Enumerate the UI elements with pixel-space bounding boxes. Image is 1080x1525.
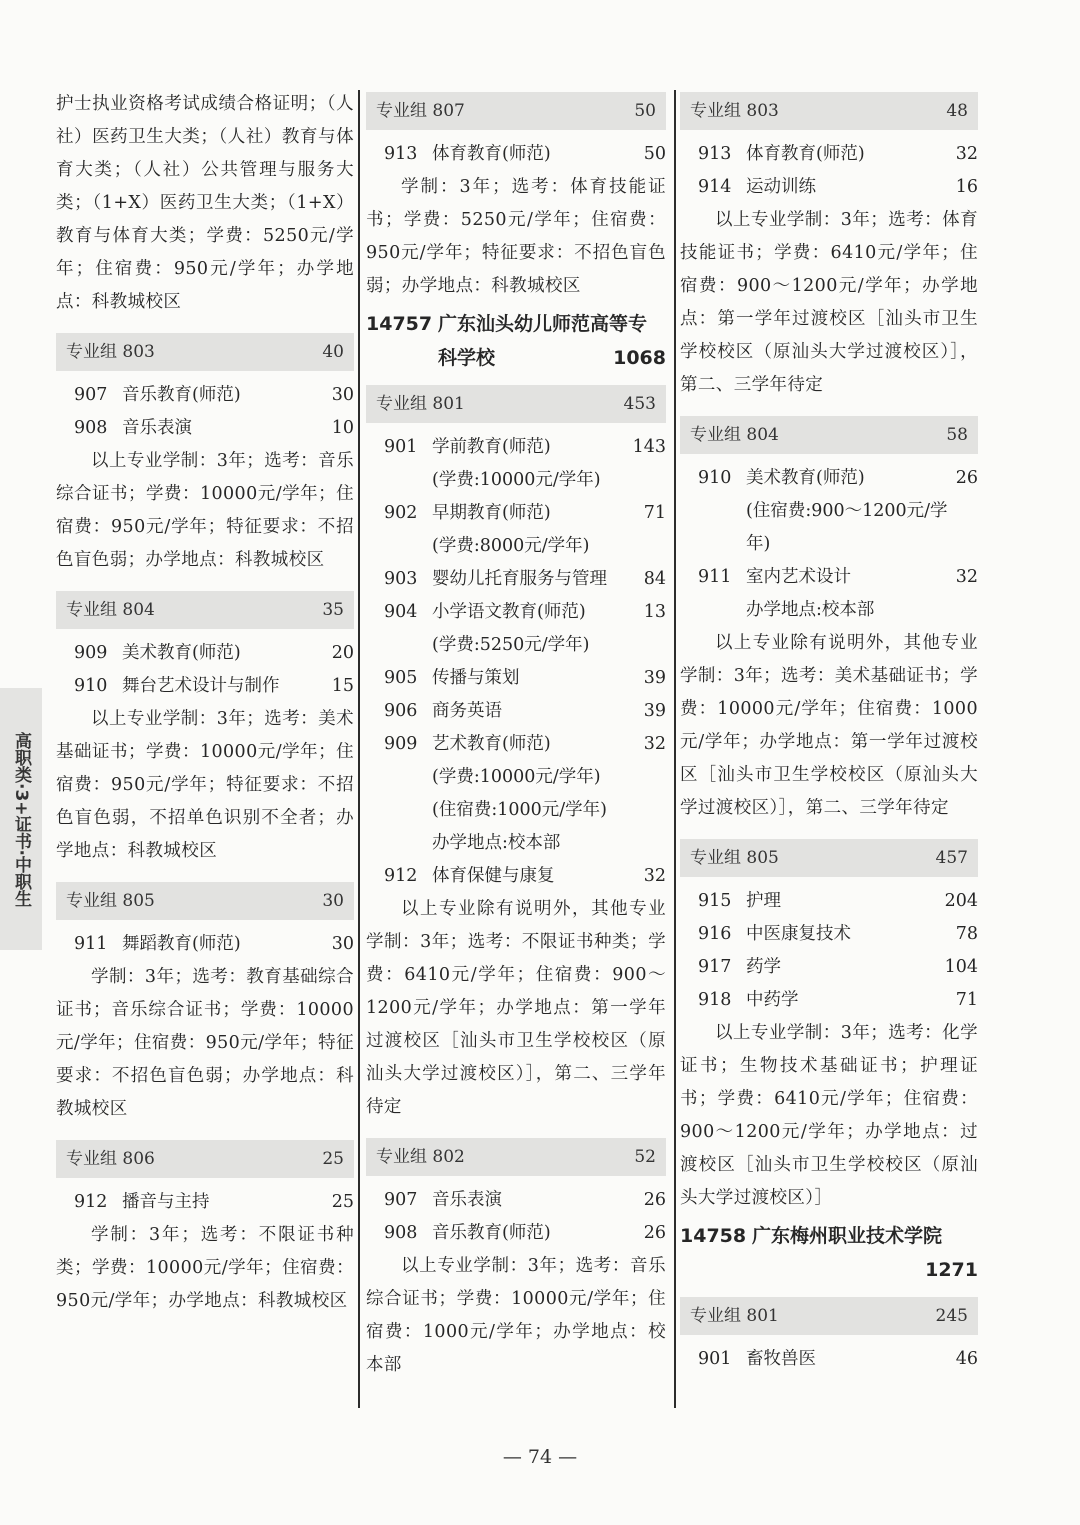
major-row <box>366 728 666 761</box>
major-note: 办学地点:校本部 <box>746 600 875 620</box>
major-code: 901 <box>384 437 418 457</box>
major-code: 907 <box>74 385 108 405</box>
major-count: 32 <box>643 866 666 886</box>
major-code: 908 <box>74 418 108 438</box>
major-code: 910 <box>74 676 108 696</box>
major-row <box>56 928 354 961</box>
major-name: 畜牧兽医 <box>746 1349 816 1369</box>
major-name: 护理 <box>746 891 781 911</box>
major-note: (住宿费:1000元/学年) <box>432 800 607 820</box>
major-row <box>366 1184 666 1217</box>
group-count: 50 <box>634 101 656 121</box>
major-code: 918 <box>698 990 732 1010</box>
group-label: 专业组 805 <box>66 891 155 911</box>
major-name: 舞台艺术设计与制作 <box>122 676 280 696</box>
school-heading <box>680 1219 978 1287</box>
major-code: 904 <box>384 602 418 622</box>
group-count: 245 <box>935 1306 968 1326</box>
major-count: 16 <box>955 177 978 197</box>
major-row <box>366 662 666 695</box>
major-row <box>366 497 666 530</box>
major-code: 906 <box>384 701 418 721</box>
group-note: 以上专业学制：3年；选考：音乐综合证书；学费：10000元/学年；住宿费：950元/学年；特征要求：不招色盲色弱；办学地点：科教城校区 <box>56 451 354 570</box>
group-label: 专业组 804 <box>690 425 779 445</box>
major-row <box>56 379 354 412</box>
group-count: 40 <box>322 342 344 362</box>
group-note: 学制：3年；选考：体育技能证书；学费：5250元/学年；住宿费：950元/学年；特征要求：不招色盲色弱；办学地点：科教城校区 <box>366 177 666 296</box>
major-count: 71 <box>643 503 666 523</box>
major-count: 26 <box>643 1190 666 1210</box>
major-count: 26 <box>643 1223 666 1243</box>
group-header <box>366 385 666 423</box>
major-count: 13 <box>643 602 666 622</box>
major-code: 913 <box>698 144 732 164</box>
major-row <box>680 138 978 171</box>
major-code: 907 <box>384 1190 418 1210</box>
major-count: 71 <box>955 990 978 1010</box>
major-code: 911 <box>698 567 732 587</box>
major-name: 传播与策划 <box>432 668 520 688</box>
major-name: 药学 <box>746 957 781 977</box>
major-name: 体育教育(师范) <box>432 144 551 164</box>
group-header <box>680 839 978 877</box>
major-count: 20 <box>331 643 354 663</box>
column-left <box>56 88 354 1318</box>
major-code: 905 <box>384 668 418 688</box>
major-code: 916 <box>698 924 732 944</box>
group-label: 专业组 801 <box>376 394 465 414</box>
major-count: 39 <box>643 668 666 688</box>
group-label: 专业组 803 <box>66 342 155 362</box>
continued-paragraph: 护士执业资格考试成绩合格证明；（人社）医药卫生大类；（人社）教育与体育大类；（人社）公共管理与服务大类；（1+X）医药卫生大类；（1+X）教育与体育大类；学费：5250元/学年；住宿费：950元/学年；办学地点：科教城校区 <box>56 94 354 312</box>
major-count: 32 <box>643 734 666 754</box>
major-code: 909 <box>384 734 418 754</box>
major-count: 84 <box>643 569 666 589</box>
group-label: 专业组 801 <box>690 1306 779 1326</box>
group-note: 以上专业学制：3年；选考：体育技能证书；学费：6410元/学年；住宿费：900～1200元/学年；办学地点：第一学年过渡校区［汕头市卫生学校校区（原汕头大学过渡校区）］，第二、三学年待定 <box>680 210 978 395</box>
school-total: 1271 <box>925 1259 978 1281</box>
column-middle <box>366 88 666 1382</box>
major-code: 917 <box>698 957 732 977</box>
major-row <box>56 1186 354 1219</box>
major-count: 78 <box>955 924 978 944</box>
major-row <box>56 637 354 670</box>
group-label: 专业组 802 <box>376 1147 465 1167</box>
major-count: 46 <box>955 1349 978 1369</box>
group-note: 学制：3年；选考：不限证书种类；学费：10000元/学年；住宿费：950元/学年；办学地点：科教城校区 <box>56 1225 354 1311</box>
major-count: 204 <box>944 891 978 911</box>
group-header <box>56 333 354 371</box>
group-count: 48 <box>946 101 968 121</box>
group-header <box>56 1140 354 1178</box>
page-number: — 74 — <box>502 1446 578 1468</box>
major-name: 小学语文教育(师范) <box>432 602 586 622</box>
group-count: 52 <box>634 1147 656 1167</box>
major-row <box>366 1217 666 1250</box>
group-header <box>366 1138 666 1176</box>
major-code: 903 <box>384 569 418 589</box>
major-name: 早期教育(师范) <box>432 503 551 523</box>
column-right <box>680 88 978 1376</box>
group-note: 以上专业学制：3年；选考：音乐综合证书；学费：10000元/学年；住宿费：1000元/学年；办学地点：校本部 <box>366 1256 666 1375</box>
section-side-tab: 高职类·3+证书·中职生 <box>0 688 42 950</box>
major-count: 39 <box>643 701 666 721</box>
group-count: 453 <box>623 394 656 414</box>
major-row <box>366 695 666 728</box>
column-divider <box>358 90 360 1408</box>
major-name: 体育教育(师范) <box>746 144 865 164</box>
major-name: 中医康复技术 <box>746 924 851 944</box>
major-row <box>56 670 354 703</box>
group-note: 以上专业除有说明外，其他专业学制：3年；选考：美术基础证书；学费：10000元/学年；住宿费：1000元/学年；办学地点：第一学年过渡校区［汕头市卫生学校校区（原汕头大学过渡校区）］，第二、三学年待定 <box>680 633 978 818</box>
group-header <box>680 1297 978 1335</box>
major-count: 143 <box>632 437 666 457</box>
major-code: 902 <box>384 503 418 523</box>
major-count: 32 <box>955 567 978 587</box>
major-code: 909 <box>74 643 108 663</box>
major-count: 30 <box>331 934 354 954</box>
group-label: 专业组 803 <box>690 101 779 121</box>
major-code: 914 <box>698 177 732 197</box>
major-code: 901 <box>698 1349 732 1369</box>
major-name: 美术教育(师范) <box>122 643 241 663</box>
major-row <box>366 563 666 596</box>
major-row <box>680 1343 978 1376</box>
group-label: 专业组 807 <box>376 101 465 121</box>
major-name: 美术教育(师范) <box>746 468 865 488</box>
group-count: 58 <box>946 425 968 445</box>
major-name: 音乐教育(师范) <box>432 1223 551 1243</box>
column-divider <box>674 90 676 1408</box>
major-row <box>680 984 978 1017</box>
major-row <box>680 951 978 984</box>
major-note: (学费:5250元/学年) <box>432 635 590 655</box>
major-note: (住宿费:900～1200元/学 <box>746 501 948 521</box>
group-header <box>56 882 354 920</box>
group-count: 30 <box>322 891 344 911</box>
major-row <box>680 171 978 204</box>
major-name: 中药学 <box>746 990 799 1010</box>
major-note: (学费:10000元/学年) <box>432 767 601 787</box>
major-count: 10 <box>331 418 354 438</box>
major-name: 音乐表演 <box>122 418 192 438</box>
major-note: (学费:10000元/学年) <box>432 470 601 490</box>
group-count: 457 <box>935 848 968 868</box>
group-label: 专业组 806 <box>66 1149 155 1169</box>
group-note: 以上专业学制：3年；选考：美术基础证书；学费：10000元/学年；住宿费：950元/学年；特征要求：不招色盲色弱，不招单色识别不全者；办学地点：科教城校区 <box>56 709 354 861</box>
major-name: 商务英语 <box>432 701 502 721</box>
school-name-cont: 科学校 <box>438 347 496 369</box>
major-code: 915 <box>698 891 732 911</box>
group-header <box>680 92 978 130</box>
major-row <box>366 596 666 629</box>
group-note: 以上专业学制：3年；选考：化学证书；生物技术基础证书；护理证书；学费：6410元/学年；住宿费：900～1200元/学年；办学地点：过渡校区［汕头市卫生学校校区（原汕头大学过渡校区）］ <box>680 1023 978 1208</box>
major-count: 32 <box>955 144 978 164</box>
major-count: 50 <box>643 144 666 164</box>
major-note: 办学地点:校本部 <box>432 833 561 853</box>
major-name: 播音与主持 <box>122 1192 210 1212</box>
major-code: 908 <box>384 1223 418 1243</box>
major-code: 913 <box>384 144 418 164</box>
group-note: 以上专业除有说明外，其他专业学制：3年；选考：不限证书种类；学费：6410元/学年；住宿费：900～1200元/学年；办学地点：第一学年过渡校区［汕头市卫生学校校区（原汕头大学过渡校区）］，第二、三学年待定 <box>366 899 666 1117</box>
major-count: 104 <box>944 957 978 977</box>
school-code: 14757 <box>366 313 433 335</box>
group-label: 专业组 805 <box>690 848 779 868</box>
major-code: 912 <box>384 866 418 886</box>
group-count: 35 <box>322 600 344 620</box>
major-name: 学前教育(师范) <box>432 437 551 457</box>
major-row <box>366 431 666 464</box>
school-code: 14758 <box>680 1225 747 1247</box>
major-name: 舞蹈教育(师范) <box>122 934 241 954</box>
major-name: 婴幼儿托育服务与管理 <box>432 569 607 589</box>
major-row <box>680 885 978 918</box>
major-name: 音乐表演 <box>432 1190 502 1210</box>
major-name: 运动训练 <box>746 177 816 197</box>
major-count: 30 <box>331 385 354 405</box>
major-count: 26 <box>955 468 978 488</box>
group-count: 25 <box>322 1149 344 1169</box>
major-row <box>366 138 666 171</box>
major-code: 911 <box>74 934 108 954</box>
group-header <box>680 416 978 454</box>
major-code: 910 <box>698 468 732 488</box>
major-note: (学费:8000元/学年) <box>432 536 590 556</box>
group-header <box>366 92 666 130</box>
major-count: 25 <box>331 1192 354 1212</box>
school-name: 广东梅州职业技术学院 <box>752 1225 943 1247</box>
school-total: 1068 <box>613 347 666 369</box>
major-name: 艺术教育(师范) <box>432 734 551 754</box>
major-name: 体育保健与康复 <box>432 866 555 886</box>
group-note: 学制：3年；选考：教育基础综合证书；音乐综合证书；学费：10000元/学年；住宿费：950元/学年；特征要求：不招色盲色弱；办学地点：科教城校区 <box>56 967 354 1119</box>
major-code: 912 <box>74 1192 108 1212</box>
major-count: 15 <box>331 676 354 696</box>
major-note: 年) <box>746 534 771 554</box>
school-name: 广东汕头幼儿师范高等专 <box>438 313 648 335</box>
major-row <box>680 918 978 951</box>
group-label: 专业组 804 <box>66 600 155 620</box>
school-heading <box>366 307 666 375</box>
major-row <box>366 860 666 893</box>
major-name: 室内艺术设计 <box>746 567 851 587</box>
major-row <box>56 412 354 445</box>
major-name: 音乐教育(师范) <box>122 385 241 405</box>
group-header <box>56 591 354 629</box>
major-row <box>680 561 978 594</box>
major-row <box>680 462 978 495</box>
